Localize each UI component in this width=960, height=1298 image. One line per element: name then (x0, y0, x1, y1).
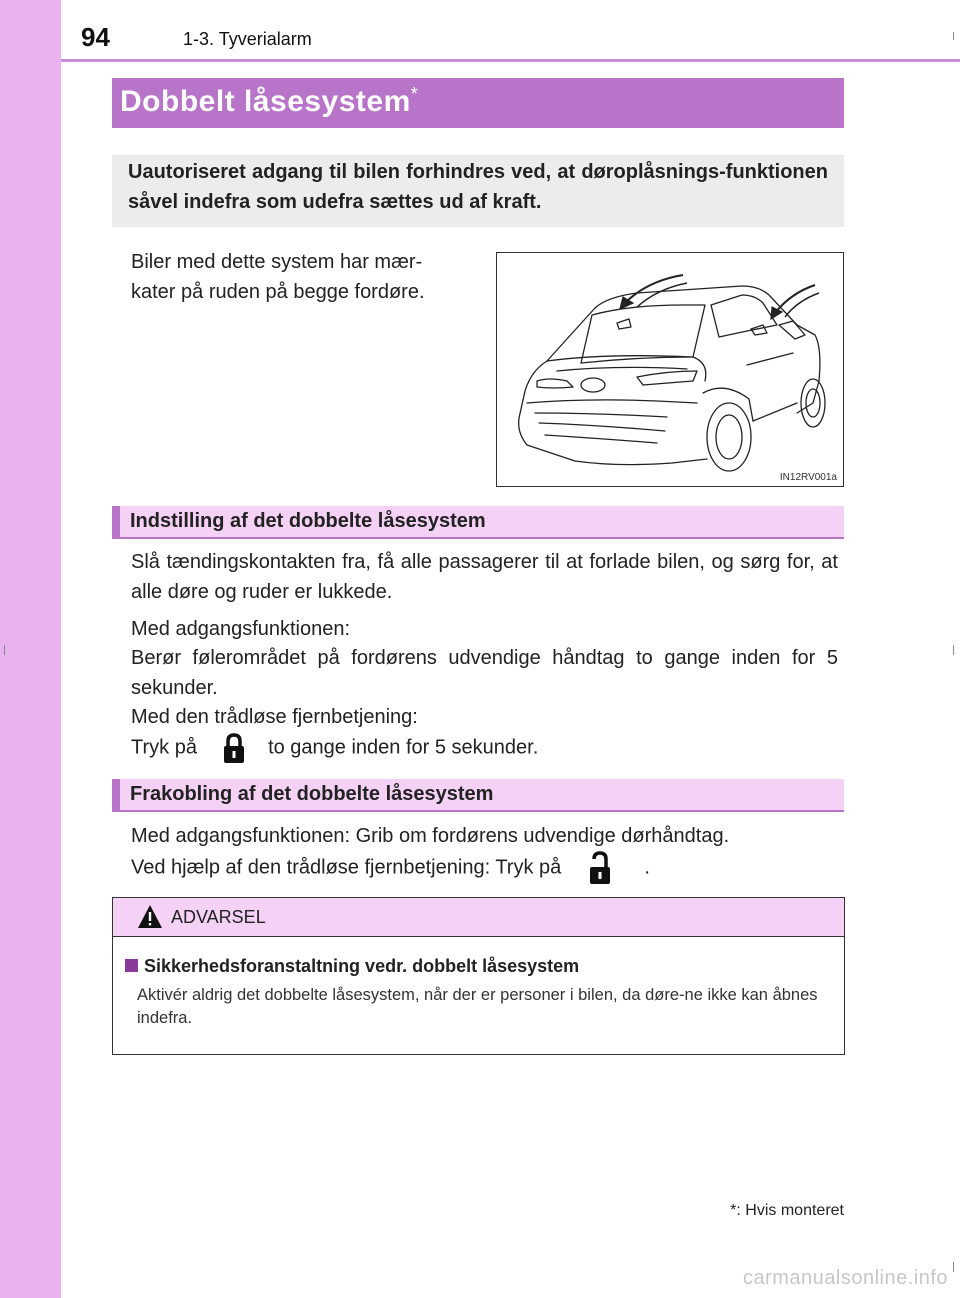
intro-box (112, 155, 844, 227)
warning-header (113, 898, 844, 937)
set-entry-text: Berør følerområdet på fordørens udvendige håndtag to gange inden for 5 sekunder. (131, 647, 838, 699)
subheading-set (112, 506, 844, 539)
side-band (0, 0, 61, 1298)
bullet-square-icon (125, 959, 138, 972)
unlock-icon (585, 850, 615, 886)
subheading-release (112, 779, 844, 812)
watermark: carmanualsonline.info (742, 1267, 948, 1289)
release-entry-text: Med adgangsfunktionen: Grib om fordørens udvendige dørhåndtag. (131, 825, 730, 847)
warning-label: ADVARSEL (171, 907, 266, 927)
car-illustration (496, 252, 844, 487)
page-title-bar (112, 78, 844, 128)
subheading-release-text: Frakobling af det dobbelte låsesystem (130, 783, 494, 805)
footnote-mark: * (410, 84, 419, 104)
warning-icon (137, 904, 163, 929)
set-remote-label: Med den trådløse fjernbetjening: (131, 706, 418, 728)
crop-mark (953, 1262, 954, 1272)
warning-item-heading: Sikkerhedsforanstaltning vedr. dobbelt låsesystem (125, 956, 579, 977)
intro-text: Uautoriseret adgang til bilen forhindres ved, at døroplåsnings-funktionen såvel indefra som udefra sættes ud af kraft. (128, 161, 828, 213)
set-entry-label: Med adgangsfunktionen: (131, 618, 351, 640)
warning-box (112, 897, 845, 1055)
footnote-mark: * (730, 1202, 737, 1219)
crop-mark (4, 645, 5, 655)
header-rule (61, 59, 960, 62)
figure-caption: Biler med dette system har mær- kater på ruden på begge fordøre. (131, 251, 425, 303)
page-number: 94 (81, 22, 110, 52)
page-title: Dobbelt låsesystem* (120, 84, 419, 118)
crop-mark (953, 32, 954, 40)
subheading-set-text: Indstilling af det dobbelte låsesystem (130, 510, 486, 532)
footnote: *: Hvis monteret (730, 1202, 844, 1219)
figure-code: IN12RV001a (779, 472, 837, 483)
lock-icon (219, 731, 249, 765)
warning-item-body: Aktivér aldrig det dobbelte låsesystem, når der er personer i bilen, da døre-ne ikke kan åbnes indefra. (137, 986, 818, 1027)
set-remote-text: Tryk på to gange inden for 5 sekunder. (131, 731, 538, 765)
section-reference: 1-3. Tyverialarm (183, 29, 312, 49)
crop-mark (953, 645, 954, 655)
car-drawing (497, 253, 844, 487)
release-remote-text: Ved hjælp af den trådløse fjernbetjening: Tryk på . (131, 850, 650, 886)
set-instructions: Slå tændingskontakten fra, få alle passagerer til at forlade bilen, og sørg for, at alle døre og ruder er lukkede. (131, 551, 838, 603)
